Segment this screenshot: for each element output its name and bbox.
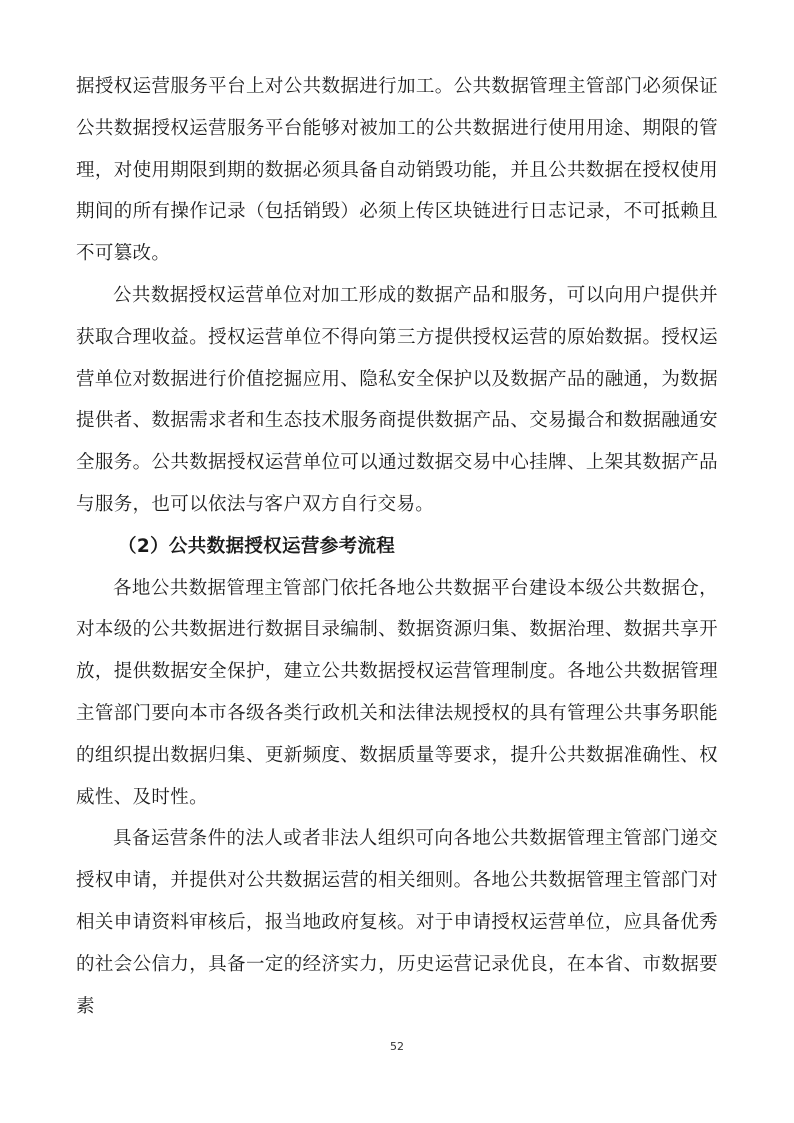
paragraph-application: 具备运营条件的法人或者非法人组织可向各地公共数据管理主管部门递交授权申请，并提供对公共数据运营的相关细则。各地公共数据管理主管部门对相关申请资料审核后，报当地政府复核。对于申请授权运营单位，应具备优秀的社会公信力，具备一定的经济实力，历史运营记录优良，在本省、市数据要素 — [76, 828, 718, 1017]
page-number: 52 — [390, 1040, 404, 1053]
body-text — [76, 66, 718, 1027]
paragraph-revenue: 公共数据授权运营单位对加工形成的数据产品和服务，可以向用户提供并获取合理收益。授权运营单位不得向第三方提供授权运营的原始数据。授权运营单位对数据进行价值挖掘应用、隐私安全保护以及数据产品的融通，为数据提供者、数据需求者和生态技术服务商提供数据产品、交易撮合和数据融通安全服务。公共数据授权运营单位可以通过数据交易中心挂牌、上架其数据产品与服务，也可以依法与客户双方自行交易。 — [76, 284, 718, 515]
paragraph-data-warehouse: 各地公共数据管理主管部门依托各地公共数据平台建设本级公共数据仓，对本级的公共数据进行数据目录编制、数据资源归集、数据治理、数据共享开放，提供数据安全保护，建立公共数据授权运营管理制度。各地公共数据管理主管部门要向本市各级各类行政机关和法律法规授权的具有管理公共事务职能的组织提出数据归集、更新频度、数据质量等要求，提升公共数据准确性、权威性、及时性。 — [76, 577, 718, 808]
section-heading: （2）公共数据授权运营参考流程 — [118, 535, 396, 557]
paragraph-continued: 据授权运营服务平台上对公共数据进行加工。公共数据管理主管部门必须保证公共数据授权运营服务平台能够对被加工的公共数据进行使用用途、期限的管理，对使用期限到期的数据必须具备自动销毁功能，并且公共数据在授权使用期间的所有操作记录（包括销毁）必须上传区块链进行日志记录，不可抵赖且不可篡改。 — [76, 76, 718, 265]
